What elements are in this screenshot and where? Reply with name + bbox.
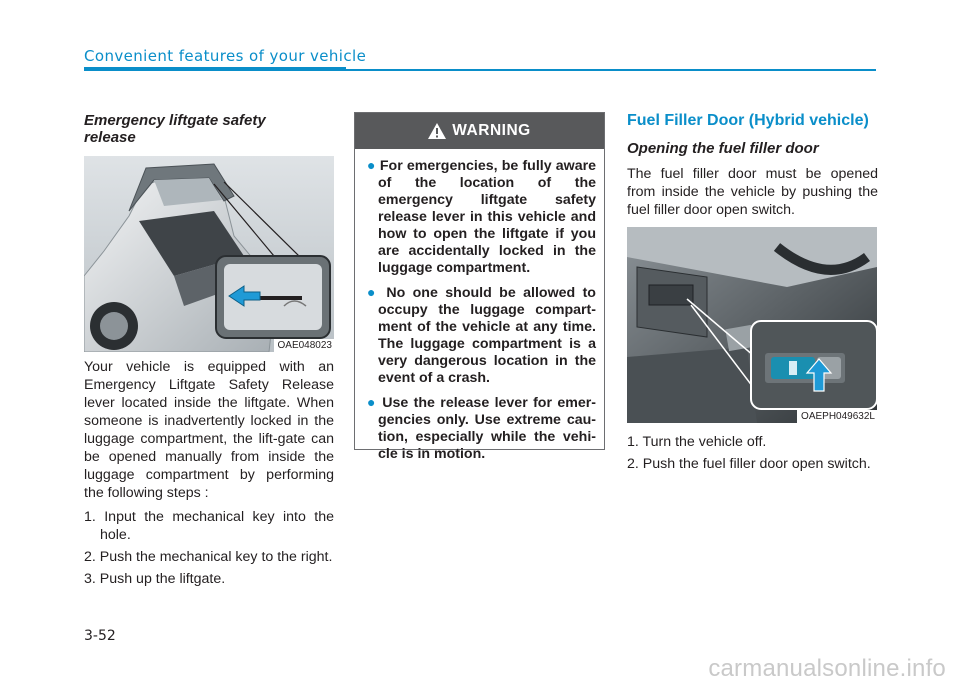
figure-caption: OAE048023 — [274, 339, 335, 352]
list-item: ● Use the release lever for emer-gencies only. Use extreme cau-tion, especially while the vehi-cle is in motion. — [367, 394, 596, 462]
list-item: ● For emergencies, be fully aware of the location of the emergency liftgate safety release lever in this vehicle and how to open the liftgate if you are accidentally locked in the luggage compartment. — [367, 157, 596, 276]
bullet-icon: ● — [367, 284, 379, 300]
fuel-door-heading: Fuel Filler Door (Hybrid vehicle) — [627, 112, 869, 129]
list-item: 1. Input the mechanical key into the hole. — [84, 509, 334, 543]
liftgate-paragraph: Your vehicle is equipped with an Emergency Liftgate Safety Release lever located inside the liftgate. When someone is inadvertently locked in the luggage compartment, the lift-gate can be opened manually from inside the luggage compartment by performing the following steps : — [84, 359, 334, 501]
fuel-door-subheading: Opening the fuel filler door — [627, 140, 819, 157]
watermark: carmanualsonline.info — [708, 655, 946, 682]
list-item: 2. Push the mechanical key to the right. — [84, 549, 333, 565]
figure-caption: OAEPH049632L — [797, 410, 877, 423]
bullet-icon: ● — [367, 157, 376, 173]
liftgate-illustration — [84, 156, 334, 352]
list-item: 1. Turn the vehicle off. — [627, 434, 767, 450]
header-rule — [346, 69, 876, 71]
right-column — [627, 112, 878, 477]
left-column — [84, 112, 334, 592]
car-open-liftgate-image — [84, 156, 334, 352]
warning-list — [355, 157, 604, 463]
dashboard-switch-image — [627, 227, 877, 423]
list-item: ● No one should be allowed to occupy the luggage compart-ment of the vehicle at any time. The luggage compartment is a very dangerous location in the event of a crash. — [367, 284, 596, 386]
fuel-door-paragraph: The fuel filler door must be opened from inside the vehicle by pushing the fuel filler door open switch. — [627, 166, 878, 218]
list-item: 2. Push the fuel filler door open switch. — [627, 456, 871, 472]
liftgate-release-heading: Emergency liftgate safety release — [84, 112, 266, 146]
header-rule-accent — [84, 67, 346, 71]
warning-triangle-icon — [428, 123, 446, 139]
fuel-door-steps — [627, 433, 878, 473]
section-title: Convenient features of your vehicle — [84, 47, 367, 65]
warning-title: WARNING — [452, 122, 531, 139]
warning-box — [354, 112, 605, 462]
page-number: 3-52 — [84, 628, 116, 644]
liftgate-steps — [84, 508, 334, 588]
fuel-door-illustration — [627, 227, 877, 423]
bullet-icon: ● — [367, 394, 377, 410]
list-item: 3. Push up the liftgate. — [84, 571, 226, 587]
warning-header — [355, 113, 604, 149]
